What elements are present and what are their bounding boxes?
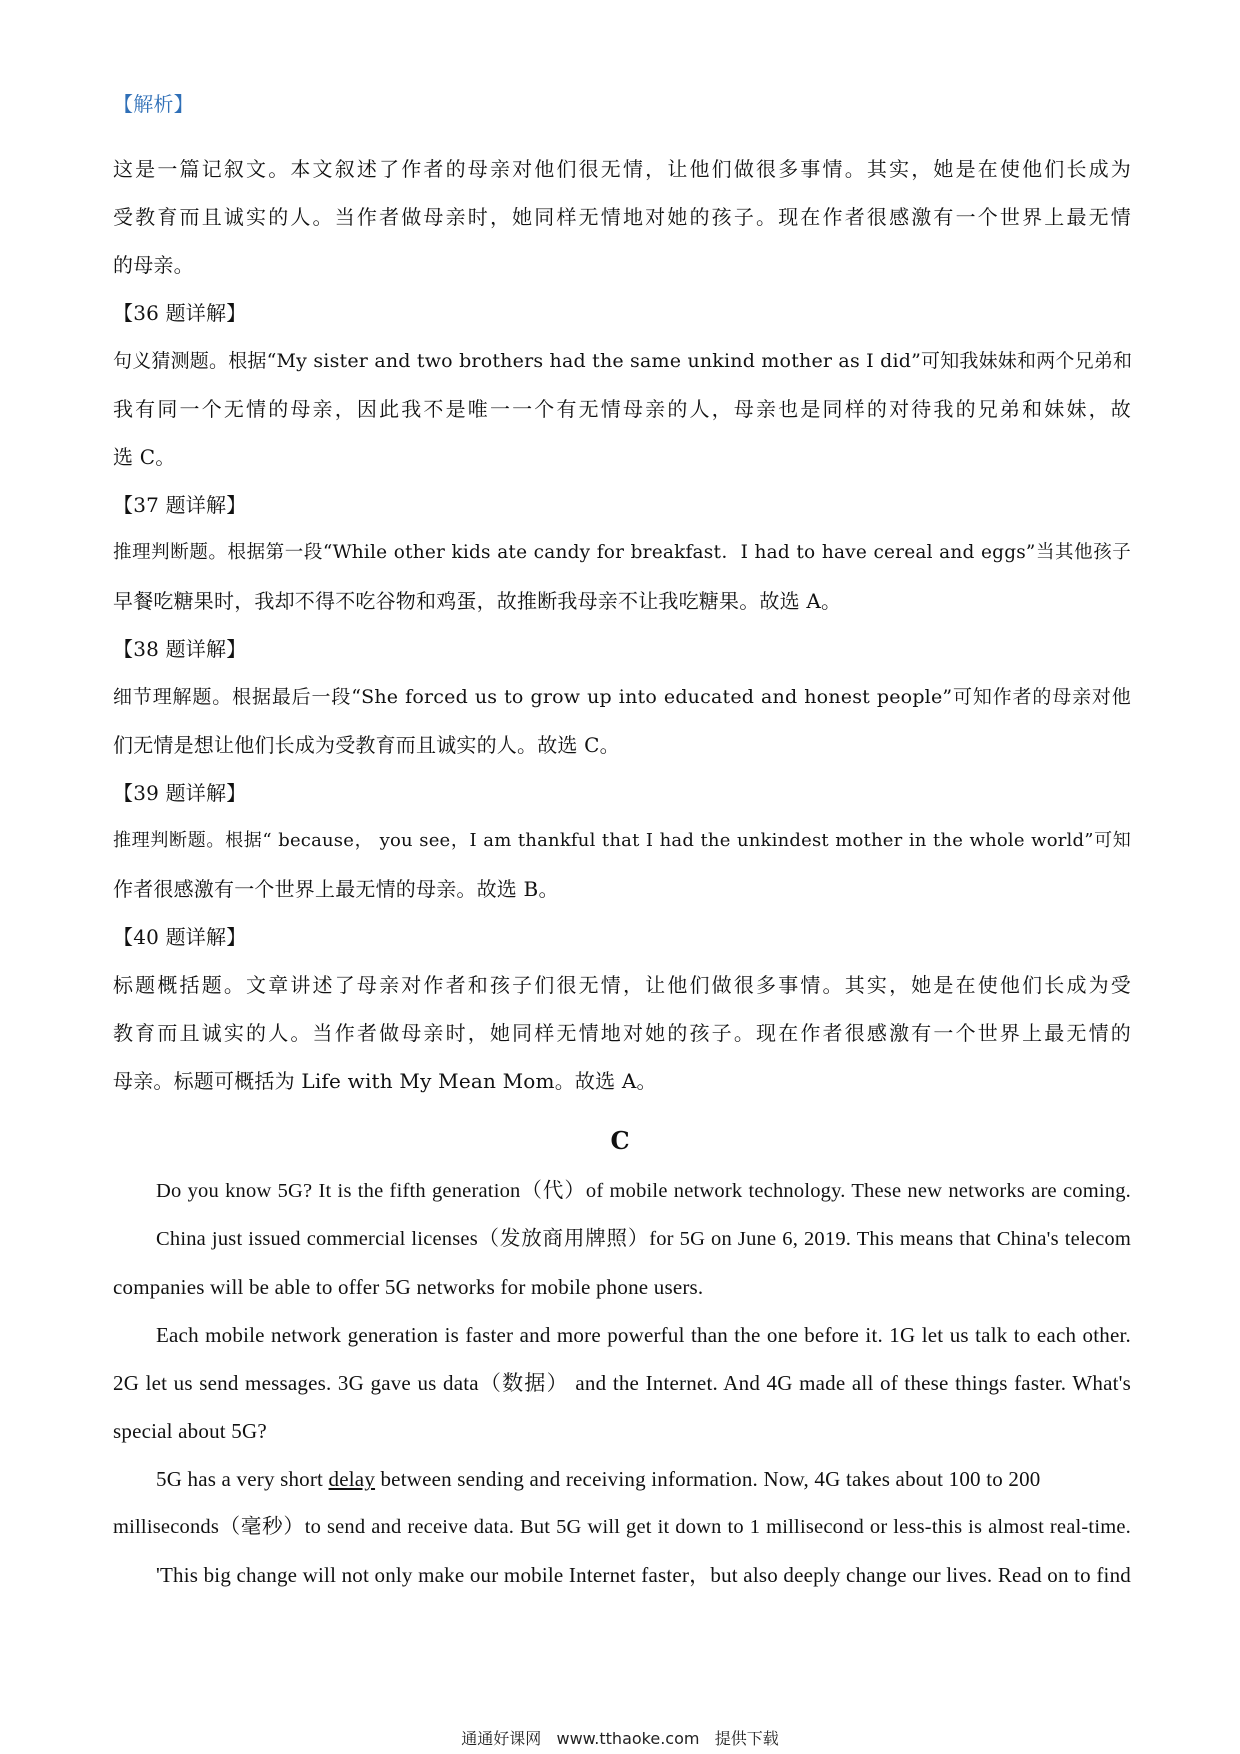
- passage-paragraph-1: Do you know 5G? It is the fifth generation（代）of mobile network technology. These new networks are coming.: [156, 1180, 1131, 1202]
- passage-section-letter: C: [610, 1126, 630, 1155]
- passage-text: between sending and receiving information. Now, 4G takes about 100 to 200: [375, 1467, 1041, 1491]
- q40-heading: 【40 题详解】: [113, 925, 247, 949]
- underlined-word-delay: delay: [328, 1467, 376, 1491]
- q36-line: 选 C。: [113, 445, 176, 469]
- q38-line: 细节理解题。根据最后一段“She forced us to grow up into educated and honest people”可知作者的母亲对他: [113, 686, 1131, 708]
- passage-paragraph-3-line: 2G let us send messages. 3G gave us data（数据） and the Internet. And 4G made all of these things faster. What's: [113, 1371, 1131, 1395]
- passage-paragraph-3-line: special about 5G?: [113, 1419, 267, 1443]
- q40-line: 母亲。标题可概括为 Life with My Mean Mom。故选 A。: [113, 1069, 657, 1093]
- passage-paragraph-3-line: Each mobile network generation is faster and more powerful than the one before it. 1G let us talk to each other.: [156, 1323, 1131, 1347]
- q38-line: 们无情是想让他们长成为受教育而且诚实的人。故选 C。: [113, 733, 620, 757]
- analysis-line: 这是一篇记叙文。本文叙述了作者的母亲对他们很无情，让他们做很多事情。其实，她是在使他们长成为: [113, 157, 1131, 181]
- q37-line: 早餐吃糖果时，我却不得不吃谷物和鸡蛋，故推断我母亲不让我吃糖果。故选 A。: [113, 589, 842, 613]
- passage-paragraph-2-line: China just issued commercial licenses（发放商用牌照）for 5G on June 6, 2019. This means that China's telecom: [156, 1228, 1131, 1250]
- page-footer: 通通好课网 www.tthaoke.com 提供下载: [461, 1729, 779, 1748]
- passage-paragraph-4-line: milliseconds（毫秒）to send and receive data. But 5G will get it down to 1 millisecond or less-this is almost real-time.: [113, 1516, 1131, 1538]
- passage-paragraph-4-line: [156, 1464, 1131, 1494]
- q39-line: 推理判断题。根据“ because， you see，I am thankful that I had the unkindest mother in the whole world”可知: [113, 830, 1131, 851]
- analysis-line: 的母亲。: [113, 253, 194, 277]
- q40-line: 标题概括题。文章讲述了母亲对作者和孩子们很无情，让他们做很多事情。其实，她是在使他们长成为受: [113, 973, 1131, 997]
- q39-line: 作者很感激有一个世界上最无情的母亲。故选 B。: [113, 877, 559, 901]
- analysis-line: 受教育而且诚实的人。当作者做母亲时，她同样无情地对她的孩子。现在作者很感激有一个世界上最无情: [113, 205, 1131, 229]
- q36-heading: 【36 题详解】: [113, 301, 247, 325]
- q37-heading: 【37 题详解】: [113, 493, 247, 517]
- passage-text: 5G has a very short: [156, 1467, 329, 1491]
- q36-line: 句义猜测题。根据“My sister and two brothers had the same unkind mother as I did”可知我妹妹和两个兄弟和: [113, 350, 1133, 372]
- q37-line: 推理判断题。根据第一段“While other kids ate candy for breakfast．I had to have cereal and eggs”当其他孩子: [113, 542, 1131, 563]
- passage-paragraph-2-line: companies will be able to offer 5G networks for mobile phone users.: [113, 1275, 704, 1299]
- q39-heading: 【39 题详解】: [113, 781, 247, 805]
- q38-heading: 【38 题详解】: [113, 637, 247, 661]
- q36-line: 我有同一个无情的母亲，因此我不是唯一一个有无情母亲的人，母亲也是同样的对待我的兄弟和妹妹，故: [113, 397, 1131, 421]
- q40-line: 教育而且诚实的人。当作者做母亲时，她同样无情地对她的孩子。现在作者很感激有一个世界上最无情的: [113, 1021, 1131, 1045]
- analysis-heading: 【解析】: [113, 92, 194, 116]
- passage-paragraph-5-line: 'This big change will not only make our mobile Internet faster，but also deeply change our lives. Read on to find: [156, 1563, 1131, 1587]
